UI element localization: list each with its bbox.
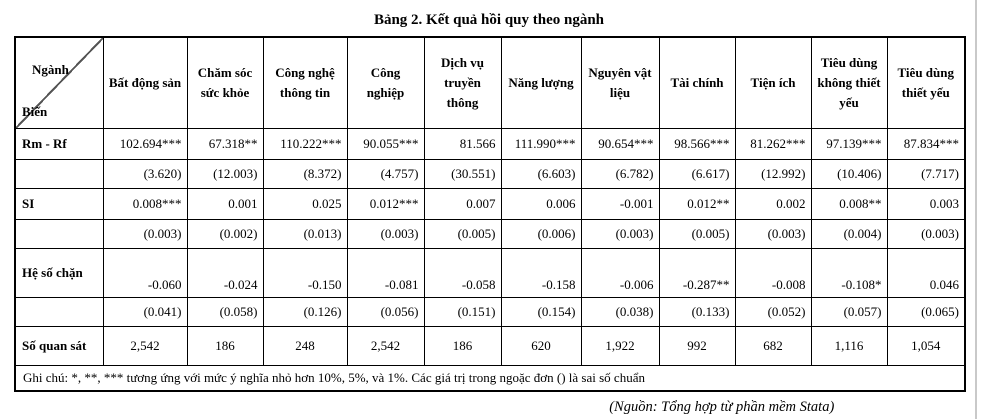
value-cell: 186: [424, 327, 501, 366]
table-note-row: [15, 366, 965, 392]
table-header: [15, 37, 965, 129]
column-header: Năng lượng: [501, 37, 581, 129]
value-cell: 1,116: [811, 327, 887, 366]
value-cell: 97.139***: [811, 129, 887, 160]
table-row: [15, 189, 965, 220]
value-cell: 186: [187, 327, 263, 366]
value-cell: 98.566***: [659, 129, 735, 160]
value-cell: (0.003): [581, 220, 659, 249]
row-label: [15, 160, 103, 189]
column-header: Bất động sản: [103, 37, 187, 129]
value-cell: (0.052): [735, 298, 811, 327]
value-cell: -0.287**: [659, 249, 735, 298]
column-header: Công nghệ thông tin: [263, 37, 347, 129]
value-cell: (6.782): [581, 160, 659, 189]
value-cell: (8.372): [263, 160, 347, 189]
value-cell: -0.001: [581, 189, 659, 220]
value-cell: -0.158: [501, 249, 581, 298]
column-header: Tiện ích: [735, 37, 811, 129]
value-cell: 81.566: [424, 129, 501, 160]
row-label: [15, 220, 103, 249]
value-cell: 87.834***: [887, 129, 965, 160]
value-cell: (0.133): [659, 298, 735, 327]
value-cell: (0.065): [887, 298, 965, 327]
value-cell: -0.006: [581, 249, 659, 298]
value-cell: 0.012***: [347, 189, 424, 220]
value-cell: (0.151): [424, 298, 501, 327]
table-row: [15, 160, 965, 189]
value-cell: (12.003): [187, 160, 263, 189]
value-cell: (0.003): [103, 220, 187, 249]
value-cell: (0.003): [735, 220, 811, 249]
value-cell: (12.992): [735, 160, 811, 189]
value-cell: 0.046: [887, 249, 965, 298]
value-cell: 81.262***: [735, 129, 811, 160]
value-cell: -0.008: [735, 249, 811, 298]
column-header: Công nghiệp: [347, 37, 424, 129]
value-cell: 1,922: [581, 327, 659, 366]
column-header: Chăm sóc sức khỏe: [187, 37, 263, 129]
value-cell: -0.081: [347, 249, 424, 298]
value-cell: 111.990***: [501, 129, 581, 160]
value-cell: 0.008**: [811, 189, 887, 220]
value-cell: -0.060: [103, 249, 187, 298]
value-cell: (0.057): [811, 298, 887, 327]
value-cell: (0.005): [424, 220, 501, 249]
row-label: Rm - Rf: [15, 129, 103, 160]
row-label: [15, 298, 103, 327]
table-title: Bảng 2. Kết quả hồi quy theo ngành: [373, 12, 605, 28]
value-cell: 682: [735, 327, 811, 366]
value-cell: 102.694***: [103, 129, 187, 160]
value-cell: (0.126): [263, 298, 347, 327]
value-cell: 0.008***: [103, 189, 187, 220]
column-header: Nguyên vật liệu: [581, 37, 659, 129]
value-cell: 248: [263, 327, 347, 366]
value-cell: 67.318**: [187, 129, 263, 160]
corner-label-bien: Biến: [22, 103, 48, 119]
value-cell: 90.055***: [347, 129, 424, 160]
value-cell: 110.222***: [263, 129, 347, 160]
value-cell: (0.003): [347, 220, 424, 249]
column-header: Tiêu dùng thiết yếu: [887, 37, 965, 129]
value-cell: 90.654***: [581, 129, 659, 160]
value-cell: (0.056): [347, 298, 424, 327]
value-cell: -0.024: [187, 249, 263, 298]
row-label: SI: [15, 189, 103, 220]
value-cell: 620: [501, 327, 581, 366]
value-cell: 0.025: [263, 189, 347, 220]
page-edge-line: [975, 0, 977, 419]
value-cell: -0.058: [424, 249, 501, 298]
regression-table: [14, 36, 966, 392]
corner-label-nganh: Ngành: [32, 62, 69, 77]
value-cell: 1,054: [887, 327, 965, 366]
value-cell: (0.005): [659, 220, 735, 249]
value-cell: (3.620): [103, 160, 187, 189]
table-body: [15, 129, 965, 366]
value-cell: -0.108*: [811, 249, 887, 298]
value-cell: 0.002: [735, 189, 811, 220]
value-cell: (4.757): [347, 160, 424, 189]
value-cell: 992: [659, 327, 735, 366]
corner-cell: [15, 37, 103, 129]
value-cell: (0.002): [187, 220, 263, 249]
table-row: [15, 249, 965, 298]
value-cell: 0.007: [424, 189, 501, 220]
table-row: [15, 129, 965, 160]
source-caption: (Nguồn: Tổng hợp từ phần mềm Stata): [609, 399, 835, 415]
value-cell: (7.717): [887, 160, 965, 189]
value-cell: (0.038): [581, 298, 659, 327]
value-cell: 2,542: [347, 327, 424, 366]
value-cell: 0.012**: [659, 189, 735, 220]
value-cell: (0.003): [887, 220, 965, 249]
value-cell: 0.003: [887, 189, 965, 220]
value-cell: (0.013): [263, 220, 347, 249]
table-row: [15, 220, 965, 249]
column-header: Tiêu dùng không thiết yếu: [811, 37, 887, 129]
value-cell: (0.041): [103, 298, 187, 327]
value-cell: (6.603): [501, 160, 581, 189]
table-row: [15, 327, 965, 366]
table-note: Ghi chú: *, **, *** tương ứng với mức ý nghĩa nhỏ hơn 10%, 5%, và 1%. Các giá trị trong ngoặc đơn () là sai số chuẩn: [15, 366, 965, 392]
row-label: Số quan sát: [15, 327, 103, 366]
value-cell: (30.551): [424, 160, 501, 189]
value-cell: (0.058): [187, 298, 263, 327]
value-cell: (6.617): [659, 160, 735, 189]
table-row: [15, 298, 965, 327]
value-cell: -0.150: [263, 249, 347, 298]
value-cell: 0.001: [187, 189, 263, 220]
value-cell: 2,542: [103, 327, 187, 366]
value-cell: (0.006): [501, 220, 581, 249]
column-header: Tài chính: [659, 37, 735, 129]
value-cell: (0.154): [501, 298, 581, 327]
value-cell: (0.004): [811, 220, 887, 249]
value-cell: 0.006: [501, 189, 581, 220]
row-label: Hệ số chặn: [15, 249, 103, 298]
column-header: Dịch vụ truyền thông: [424, 37, 501, 129]
value-cell: (10.406): [811, 160, 887, 189]
